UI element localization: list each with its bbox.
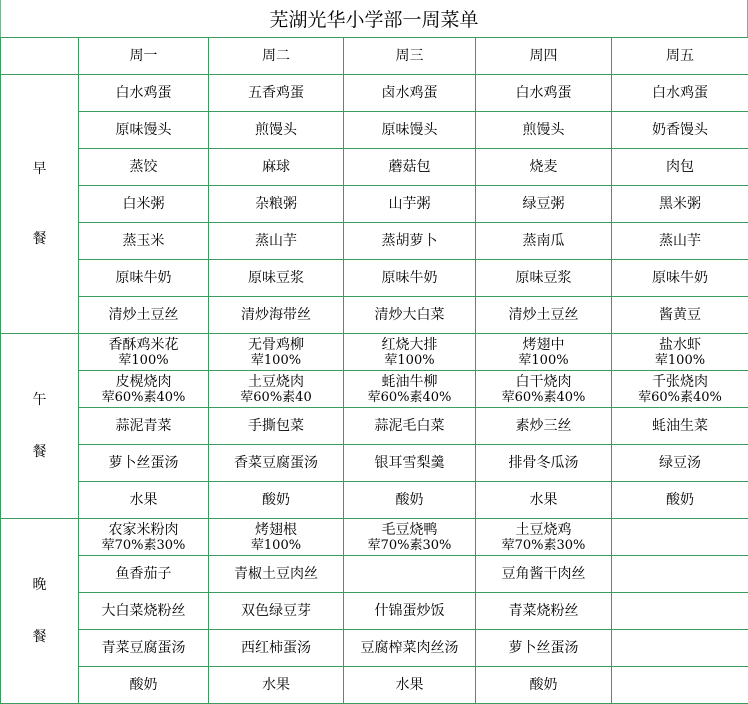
menu-cell: 盐水虾 荤100% (612, 334, 748, 371)
menu-cell: 水果 (79, 482, 209, 519)
menu-cell: 蒸饺 (79, 149, 209, 186)
menu-cell: 青菜豆腐蛋汤 (79, 630, 209, 667)
menu-cell: 香酥鸡米花 荤100% (79, 334, 209, 371)
page-title: 芜湖光华小学部一周菜单 (0, 0, 748, 37)
dinner-row (1, 630, 748, 667)
menu-cell (612, 519, 748, 556)
breakfast-label: 早 餐 (1, 75, 79, 334)
menu-cell: 煎馒头 (209, 112, 344, 149)
menu-cell: 清炒土豆丝 (79, 297, 209, 334)
menu-cell: 双色绿豆芽 (209, 593, 344, 630)
dinner-row (1, 667, 748, 704)
menu-cell: 蒸南瓜 (476, 223, 612, 260)
menu-cell: 肉包 (612, 149, 748, 186)
menu-cell: 水果 (344, 667, 476, 704)
menu-cell: 红烧大排 荤100% (344, 334, 476, 371)
menu-cell: 白干烧肉 荤60%素40% (476, 371, 612, 408)
menu-cell (612, 556, 748, 593)
menu-cell: 奶香馒头 (612, 112, 748, 149)
menu-cell: 白水鸡蛋 (476, 75, 612, 112)
menu-cell: 手撕包菜 (209, 408, 344, 445)
menu-cell: 烤翅根 荤100% (209, 519, 344, 556)
menu-cell: 蒜泥青菜 (79, 408, 209, 445)
breakfast-row (1, 186, 748, 223)
menu-cell: 绿豆粥 (476, 186, 612, 223)
menu-cell: 酸奶 (612, 482, 748, 519)
dinner-row (1, 556, 748, 593)
menu-cell: 蒸山芋 (612, 223, 748, 260)
menu-cell: 原味牛奶 (612, 260, 748, 297)
day-header: 周一 (79, 38, 209, 75)
menu-cell: 土豆烧肉 荤60%素40 (209, 371, 344, 408)
menu-cell: 原味豆浆 (476, 260, 612, 297)
menu-cell (612, 630, 748, 667)
corner-cell (1, 38, 79, 75)
day-header-row (1, 38, 748, 75)
menu-cell: 青椒土豆肉丝 (209, 556, 344, 593)
menu-cell: 酸奶 (476, 667, 612, 704)
menu-cell: 毛豆烧鸭 荤70%素30% (344, 519, 476, 556)
menu-cell: 农家米粉肉 荤70%素30% (79, 519, 209, 556)
breakfast-row (1, 112, 748, 149)
day-header: 周二 (209, 38, 344, 75)
menu-cell: 土豆烧鸡 荤70%素30% (476, 519, 612, 556)
menu-cell: 萝卜丝蛋汤 (476, 630, 612, 667)
day-header: 周三 (344, 38, 476, 75)
menu-cell: 蘑菇包 (344, 149, 476, 186)
menu-cell: 麻球 (209, 149, 344, 186)
menu-cell: 素炒三丝 (476, 408, 612, 445)
lunch-row (1, 334, 748, 371)
menu-cell (612, 593, 748, 630)
menu-cell: 烤翅中 荤100% (476, 334, 612, 371)
menu-cell: 原味豆浆 (209, 260, 344, 297)
menu-cell: 白水鸡蛋 (79, 75, 209, 112)
menu-cell: 烧麦 (476, 149, 612, 186)
menu-cell: 蚝油牛柳 荤60%素40% (344, 371, 476, 408)
menu-cell: 五香鸡蛋 (209, 75, 344, 112)
menu-cell: 原味牛奶 (344, 260, 476, 297)
menu-cell: 水果 (476, 482, 612, 519)
menu-cell: 银耳雪梨羹 (344, 445, 476, 482)
lunch-row (1, 408, 748, 445)
menu-cell: 酱黄豆 (612, 297, 748, 334)
breakfast-row (1, 75, 748, 112)
weekly-menu-table (0, 37, 748, 704)
menu-cell: 煎馒头 (476, 112, 612, 149)
menu-cell: 酸奶 (344, 482, 476, 519)
menu-cell: 大白菜烧粉丝 (79, 593, 209, 630)
menu-cell: 卤水鸡蛋 (344, 75, 476, 112)
menu-cell: 水果 (209, 667, 344, 704)
menu-cell: 白米粥 (79, 186, 209, 223)
menu-cell: 萝卜丝蛋汤 (79, 445, 209, 482)
menu-cell: 千张烧肉 荤60%素40% (612, 371, 748, 408)
menu-cell: 蒸胡萝卜 (344, 223, 476, 260)
menu-cell: 排骨冬瓜汤 (476, 445, 612, 482)
dinner-label: 晚 餐 (1, 519, 79, 704)
menu-cell: 白水鸡蛋 (612, 75, 748, 112)
menu-cell: 青菜烧粉丝 (476, 593, 612, 630)
menu-cell: 蒸山芋 (209, 223, 344, 260)
menu-cell: 蒸玉米 (79, 223, 209, 260)
menu-cell: 鱼香茄子 (79, 556, 209, 593)
menu-cell: 西红柿蛋汤 (209, 630, 344, 667)
menu-cell: 清炒土豆丝 (476, 297, 612, 334)
menu-cell: 蒜泥毛白菜 (344, 408, 476, 445)
menu-cell: 原味馒头 (344, 112, 476, 149)
menu-cell: 杂粮粥 (209, 186, 344, 223)
menu-cell: 无骨鸡柳 荤100% (209, 334, 344, 371)
day-header: 周五 (612, 38, 748, 75)
dinner-row (1, 519, 748, 556)
menu-cell: 豆角酱干肉丝 (476, 556, 612, 593)
lunch-label: 午 餐 (1, 334, 79, 519)
dinner-row (1, 593, 748, 630)
breakfast-row (1, 297, 748, 334)
menu-cell: 什锦蛋炒饭 (344, 593, 476, 630)
menu-cell: 原味馒头 (79, 112, 209, 149)
menu-cell (344, 556, 476, 593)
menu-cell: 酸奶 (209, 482, 344, 519)
menu-cell: 山芋粥 (344, 186, 476, 223)
lunch-row (1, 482, 748, 519)
lunch-row (1, 445, 748, 482)
menu-cell: 蚝油生菜 (612, 408, 748, 445)
menu-cell: 黑米粥 (612, 186, 748, 223)
menu-cell: 原味牛奶 (79, 260, 209, 297)
menu-cell: 香菜豆腐蛋汤 (209, 445, 344, 482)
breakfast-row (1, 260, 748, 297)
menu-cell: 绿豆汤 (612, 445, 748, 482)
menu-cell: 皮榥烧肉 荤60%素40% (79, 371, 209, 408)
lunch-row (1, 371, 748, 408)
menu-cell: 豆腐榨菜肉丝汤 (344, 630, 476, 667)
menu-cell (612, 667, 748, 704)
day-header: 周四 (476, 38, 612, 75)
menu-cell: 清炒大白菜 (344, 297, 476, 334)
breakfast-row (1, 223, 748, 260)
menu-cell: 酸奶 (79, 667, 209, 704)
breakfast-row (1, 149, 748, 186)
menu-cell: 清炒海带丝 (209, 297, 344, 334)
